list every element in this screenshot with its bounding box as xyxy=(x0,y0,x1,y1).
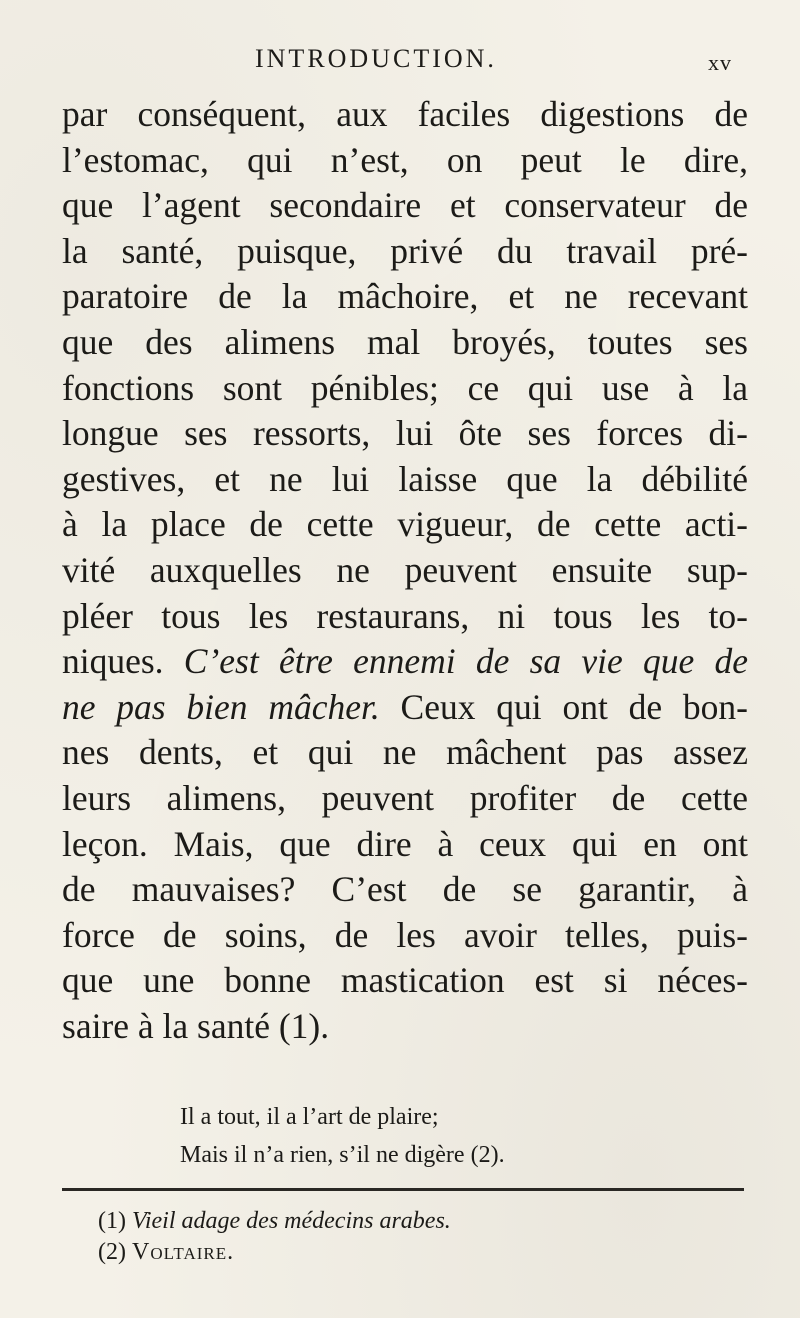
body-line: de mauvaises? C’est de se garantir, à xyxy=(62,869,748,910)
body-line: vité auxquelles ne peuvent ensuite sup- xyxy=(62,549,748,590)
body-line: l’estomac, qui n’est, on peut le dire, xyxy=(62,139,748,180)
body-line-mixed xyxy=(62,685,748,731)
running-head-title: INTRODUCTION. xyxy=(255,44,497,73)
footnote-rule xyxy=(62,1188,744,1191)
body-text-span: Ceux qui ont de bon- xyxy=(379,686,748,727)
body-line: par conséquent, aux faciles digestions de xyxy=(62,94,748,134)
footnote-number: (2) xyxy=(98,1239,126,1265)
body-line: leurs alimens, peuvent profiter de cette xyxy=(62,777,748,818)
footnote-2 xyxy=(98,1237,451,1268)
verse-quotation xyxy=(180,1098,505,1174)
body-line: pléer tous les restaurans, ni tous les to- xyxy=(62,595,748,636)
footnotes xyxy=(98,1206,451,1268)
verse-line: Mais il n’a rien, s’il ne digère (2). xyxy=(180,1142,505,1168)
body-line: que une bonne mastication est si néces- xyxy=(62,960,748,1001)
body-line-last: saire à la santé (1). xyxy=(62,1005,330,1046)
italic-quote: C’est être ennemi de sa vie que de xyxy=(183,641,748,682)
body-line: gestives, et ne lui laisse que la débilité xyxy=(62,458,748,499)
body-line: force de soins, de les avoir telles, puis- xyxy=(62,914,748,955)
body-line: que des alimens mal broyés, toutes ses xyxy=(62,321,748,362)
body-line: à la place de cette vigueur, de cette acti- xyxy=(62,504,748,545)
verse-line: Il a tout, il a l’art de plaire; xyxy=(180,1104,439,1130)
body-line: longue ses ressorts, lui ôte ses forces di- xyxy=(62,413,748,454)
body-line: la santé, puisque, privé du travail pré- xyxy=(62,230,748,271)
body-line-mixed xyxy=(62,639,748,685)
body-text xyxy=(62,92,748,1049)
italic-quote: ne pas bien mâcher. xyxy=(62,686,380,727)
body-line: fonctions sont pénibles; ce qui use à la xyxy=(62,367,748,408)
body-line: leçon. Mais, que dire à ceux qui en ont xyxy=(62,823,748,864)
body-text-span: niques. xyxy=(62,641,184,682)
footnote-number: (1) xyxy=(98,1208,126,1234)
running-head xyxy=(0,44,800,84)
footnote-1 xyxy=(98,1206,451,1237)
footnote-text: Vieil adage des médecins arabes. xyxy=(131,1208,451,1234)
page-number: xv xyxy=(708,50,732,75)
footnote-text: Voltaire. xyxy=(131,1239,235,1265)
body-line: paratoire de la mâchoire, et ne recevant xyxy=(62,276,748,317)
body-line: nes dents, et qui ne mâchent pas assez xyxy=(62,732,748,773)
body-line: que l’agent secondaire et conservateur de xyxy=(62,185,748,226)
